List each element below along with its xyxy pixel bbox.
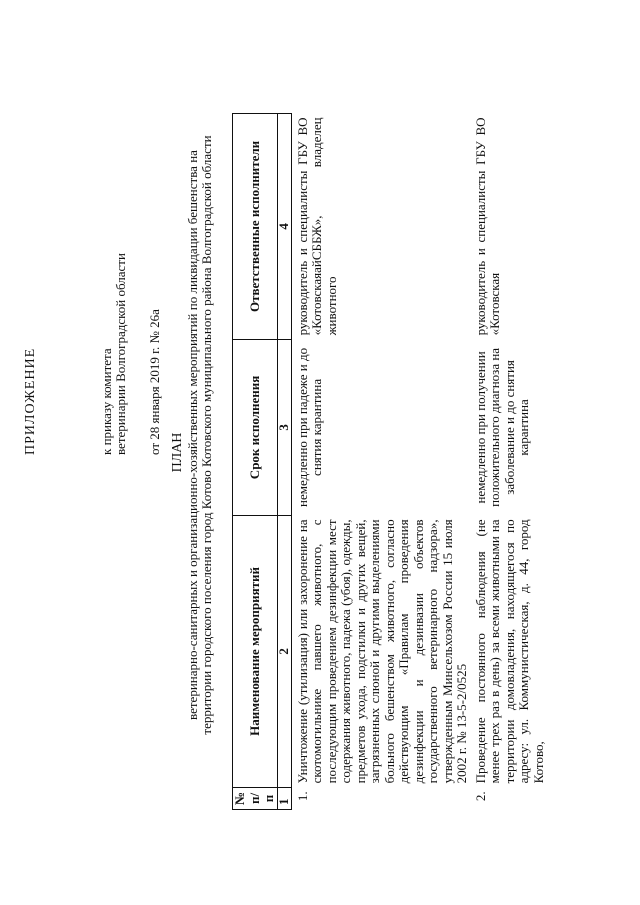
plan-subtitle: ветеринарно-санитарных и организационно-хозяйственных мероприятий по ликвидации бешенства на территории городского поселения город Котово Котовского муниципального района Волгоградской области: [185, 135, 214, 735]
header-measure: Наименование мероприятий: [233, 515, 278, 787]
header-deadline: Срок исполнения: [233, 339, 278, 515]
row-responsible: руководитель и специалисты ГБУ ВО «КотовскаяайСББЖ», владелец животного: [294, 117, 339, 336]
row-responsible: руководитель и специалисты ГБУ ВО «Котовская: [472, 117, 502, 336]
row-measure: Уничтожение (утилизация) или захоронение на скотомогильнике павшего животного, с последующим проведением дезинфекции мест содержания животного, падежа (убоя), одежды, предметов ухода, подстилки и других вещей, загрязненных слюной и другими выделениями больного бешенством животного, согласно действующим «Правилам проведения дезинфекции и дезинвазии объектов государственного ветеринарного надзора», утвержденным Минсельхозом России 15 июля 2002 г. № 13-5-2/0525: [294, 519, 469, 784]
row-deadline: немедленно при падеже и до снятия карантина: [294, 347, 324, 507]
appendix-date: от 28 января 2019 г. № 26а: [147, 309, 162, 455]
table-header-row: [233, 113, 278, 809]
column-number-4: 4: [277, 113, 291, 339]
column-number-3: 3: [277, 339, 291, 515]
column-number-1: 1: [277, 787, 291, 809]
appendix-line-2: ветеринарии Волгоградской области: [113, 253, 128, 455]
measures-table: [232, 113, 546, 810]
row-number: 1.: [294, 791, 310, 802]
row-measure: Проведение постоянного наблюдения (не менее трех раз в день) за всеми животными на территории домовладения, находящегося по адресу: ул. Коммунистическая, д. 44, город Котово,: [472, 519, 546, 784]
column-number-2: 2: [277, 515, 291, 787]
row-deadline: немедленно при получении положительного диагноза на заболевание и до снятия карантина: [472, 347, 531, 507]
table-row: [291, 113, 470, 809]
header-number: № п/п: [233, 787, 278, 809]
plan-title: ПЛАН: [170, 432, 185, 473]
header-responsible: Ответственные исполнители: [233, 113, 278, 339]
table-row: [470, 113, 547, 809]
appendix-line-1: к приказу комитета: [99, 348, 114, 455]
column-number-row: [277, 113, 291, 809]
row-number: 2.: [472, 791, 488, 802]
appendix-title: ПРИЛОЖЕНИЕ: [23, 347, 38, 455]
